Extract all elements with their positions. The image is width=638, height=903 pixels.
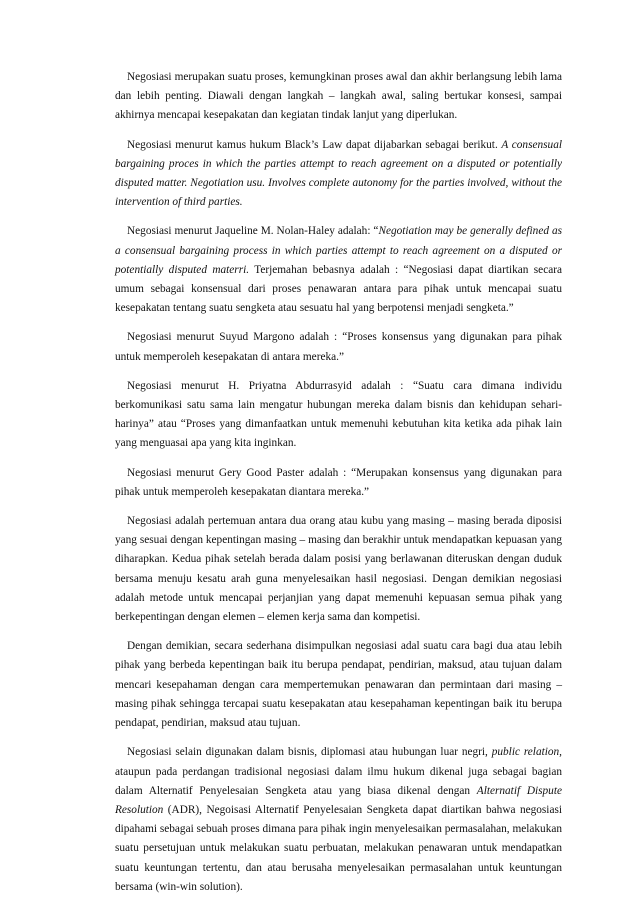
paragraph-2: Negosiasi menurut kamus hukum Black’s Law dapat dijabarkan sebagai berikut. A consensual bargaining proces in which the parties attempt to reach agreement on a disputed or potentially disputed matter. Negotiation usu. Involves complete autonomy for the parties involved, without the intervention of third parties. [115,138,562,209]
paragraph-6: Negosiasi menurut Gery Good Paster adalah : “Merupakan konsensus yang digunakan para pihak untuk memperoleh kesepakatan diantara mereka.” [115,466,562,498]
paragraph-7: Negosiasi adalah pertemuan antara dua orang atau kubu yang masing – masing berada diposisi yang sesuai dengan kepentingan masing – masing dan berakhir untuk mendapatkan kepuasan yang diharapkan. Kedua pihak setelah berada dalam posisi yang berlawanan diteruskan dengan duduk bersama menuju kesatu arah guna menyelesaikan hasil negosiasi. Dengan demikian negosiasi adalah metode untuk mencapai perjanjian yang dapat memenuhi kepuasan semua pihak yang berkepentingan dengan elemen – elemen kerja sama dan kompetisi. [115,515,562,624]
paragraph-8: Dengan demikian, secara sederhana disimpulkan negosiasi adal suatu cara bagi dua atau lebih pihak yang berbeda kepentingan baik itu berupa pendapat, pendirian, maksud, atau tujuan dalam mencari kesepahaman dengan cara mempertemukan penawaran dan permintaan dari masing – masing pihak sehingga tercapai suatu kesepakatan atau kesepahaman kepentingan baik itu berupa pendapat, pendirian, maksud atau tujuan. [115,640,562,730]
paragraph-4: Negosiasi menurut Suyud Margono adalah : “Proses konsensus yang digunakan para pihak untuk memperoleh kesepakatan di antara mereka.” [115,331,562,363]
paragraph-5: Negosiasi menurut H. Priyatna Abdurrasyid adalah : “Suatu cara dimana individu berkomunikasi satu sama lain mengatur hubungan mereka dalam bisnis dan kehidupan sehari-harinya” atau “Proses yang dimanfaatkan untuk memenuhi kebutuhan kita ketika ada pihak lain yang menguasai apa yang kita inginkan. [115,379,562,450]
paragraph-3: Negosiasi menurut Jaqueline M. Nolan-Haley adalah: “Negotiation may be generally defined as a consensual bargaining process in which parties attempt to reach agreement on a disputed or potentially disputed materri. Terjemahan bebasnya adalah : “Negosiasi dapat diartikan secara umum sebagai konsensual dari proses penawaran antara para pihak untuk mencapai suatu kesepakatan tentang suatu sengketa atau sesuatu hal yang berpotensi menjadi sengketa.” [115,225,563,315]
paragraph-9: Negosiasi selain digunakan dalam bisnis, diplomasi atau hubungan luar negri, public relation, ataupun pada perdangan tradisional negosiasi dalam ilmu hukum dikenal juga sebagai bagian dalam Alternatif Penyelesaian Sengketa atau yang biasa dikenal dengan Alternatif Dispute Resolution (ADR), Negoisasi Alternatif Penyelesaian Sengketa dapat diartikan bahwa negosiasi dipahami sebagai sebuah proses dimana para pihak ingin menyelesaikan permasalahan, melakukan suatu persetujuan untuk melakukan suatu perbuatan, melakukan penawaran untuk mendapatkan suatu keuntungan tertentu, dan atau berusaha menyelesaikan permasalahan untuk keuntungan bersama (win-win solution). [115,746,563,893]
paragraph-1: Negosiasi merupakan suatu proses, kemungkinan proses awal dan akhir berlangsung lebih lama dan lebih penting. Diawali dengan langkah – langkah awal, saling bertukar konsesi, sampai akhirnya mencapai kesepakatan dan kegiatan tindak lanjut yang diperlukan. [115,71,562,122]
